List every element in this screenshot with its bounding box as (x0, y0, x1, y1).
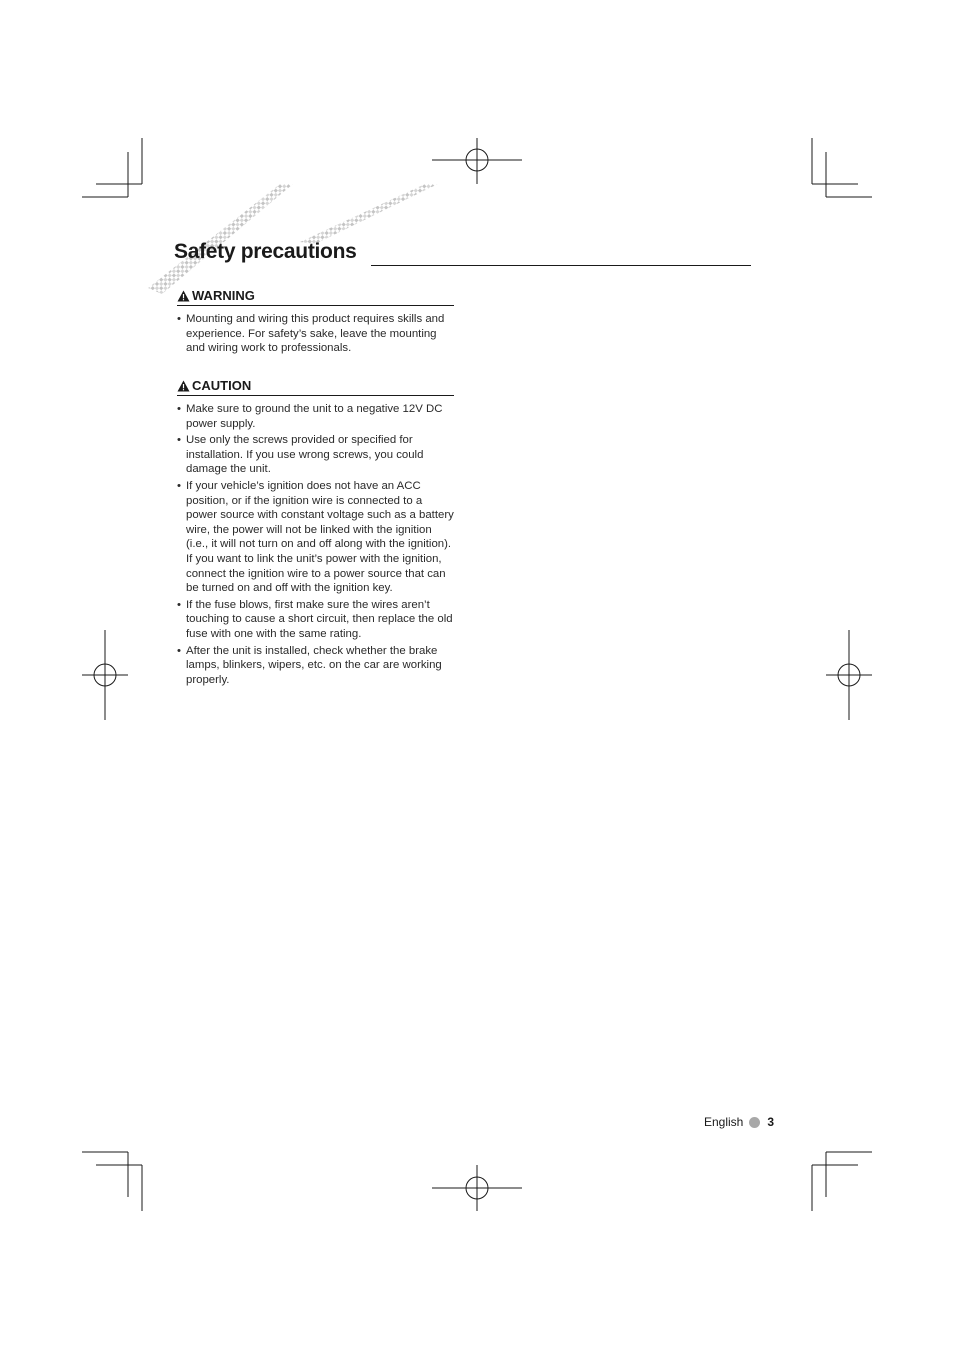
title-rule (371, 265, 751, 266)
title-area (140, 180, 760, 300)
warning-list (177, 312, 454, 356)
list-item: • After the unit is installed, check whether the brake lamps, blinkers, wipers, etc. on the car are working properly. (177, 644, 442, 686)
warning-heading (177, 288, 454, 306)
list-item: • If your vehicle’s ignition does not have an ACC position, or if the ignition wire is connected to a power source with constant voltage such as a battery wire, the power will not be linked with the ignition (i.e., it will not turn on and off along with the ignition). If you want to link the unit’s power with the ignition, connect the ignition wire to a power source that can be turned on and off with the ignition key. (177, 479, 454, 595)
footer-language: English (704, 1115, 744, 1129)
warning-heading-label: WARNING (192, 288, 255, 303)
warning-triangle-icon (177, 380, 190, 392)
caution-heading-label: CAUTION (192, 378, 252, 393)
caution-section (177, 378, 454, 689)
caution-heading (177, 378, 454, 396)
list-item: • Use only the screws provided or specified for installation. If you use wrong screws, you could damage the unit. (177, 434, 424, 476)
caution-list (177, 402, 454, 687)
footer-dot-icon (749, 1117, 760, 1128)
list-item: • Make sure to ground the unit to a negative 12V DC power supply. (177, 403, 443, 430)
page-footer (704, 1115, 774, 1129)
list-item: • If the fuse blows, first make sure the wires aren’t touching to cause a short circuit, then replace the old fuse with one with the same rating. (177, 598, 453, 640)
page-title: Safety precautions (174, 240, 357, 263)
warning-triangle-icon (177, 290, 190, 302)
page-number: 3 (767, 1115, 775, 1129)
warning-section (177, 288, 454, 358)
list-item: • Mounting and wiring this product requires skills and experience. For safety’s sake, leave the mounting and wiring work to professionals. (177, 313, 445, 355)
